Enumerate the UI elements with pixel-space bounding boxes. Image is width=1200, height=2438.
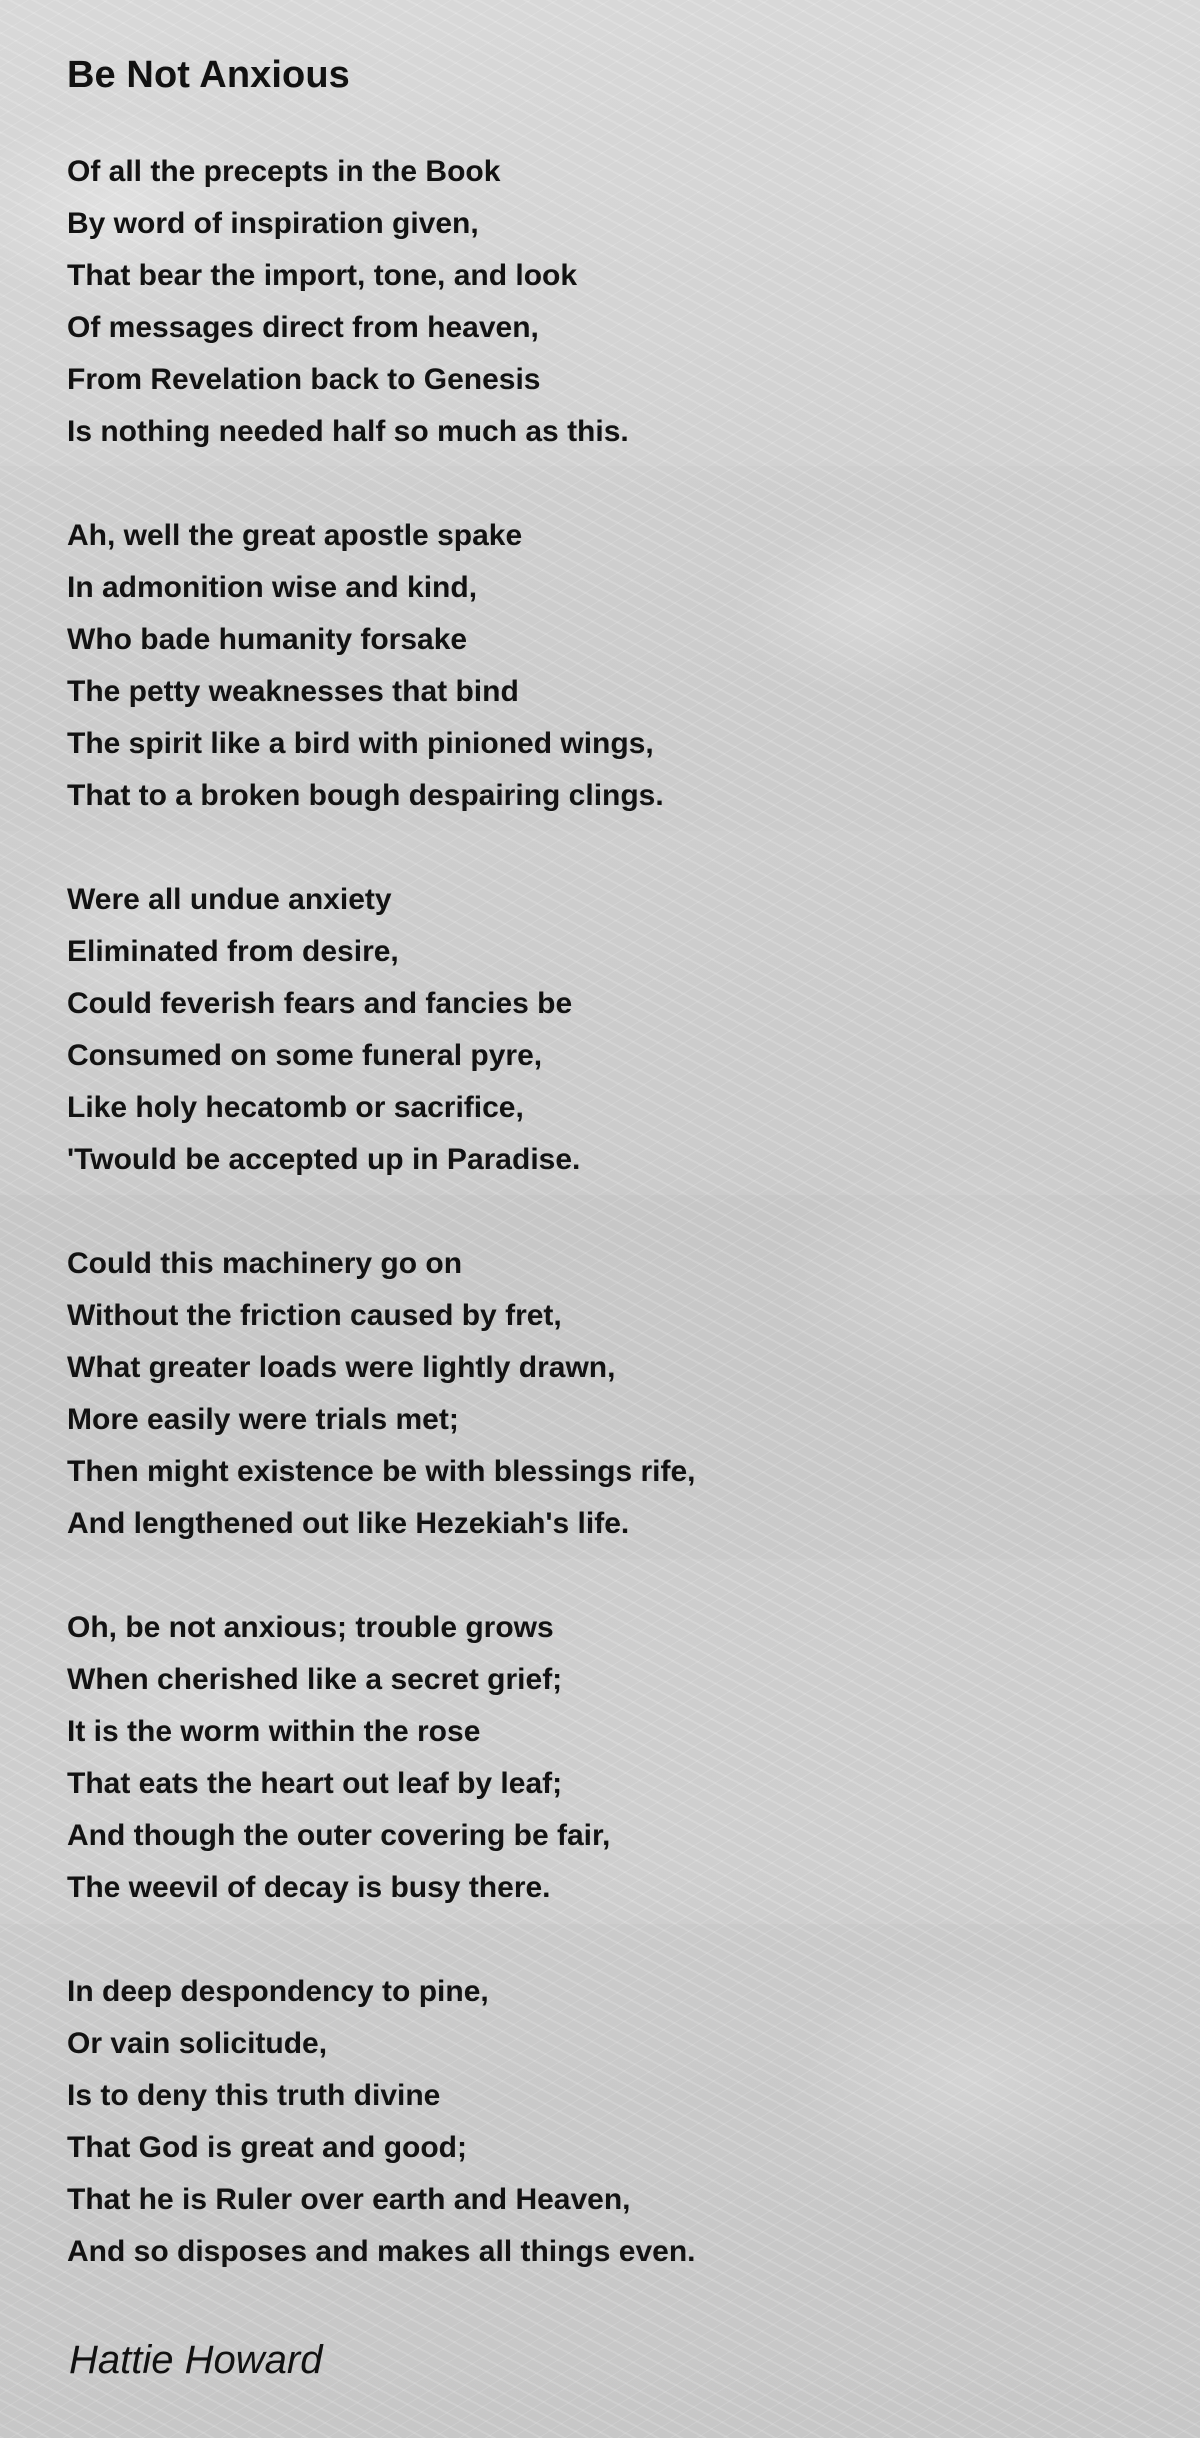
poem-line: More easily were trials met; xyxy=(67,1403,459,1436)
poem-line: And though the outer covering be fair, xyxy=(67,1819,611,1852)
author-name: Hattie Howard xyxy=(69,2338,323,2382)
poem-line: And lengthened out like Hezekiah's life. xyxy=(67,1507,630,1540)
poem-line: Oh, be not anxious; trouble grows xyxy=(67,1611,554,1644)
poem-content xyxy=(67,52,1147,2278)
poem-line: And so disposes and makes all things even. xyxy=(67,2235,696,2268)
poem-line: Is nothing needed half so much as this. xyxy=(67,415,629,448)
stanza-4 xyxy=(67,1238,1147,1550)
poem-line: The petty weaknesses that bind xyxy=(67,675,519,708)
poem-line: Consumed on some funeral pyre, xyxy=(67,1039,543,1072)
stanza-6 xyxy=(67,1966,1147,2278)
poem-line: From Revelation back to Genesis xyxy=(67,363,541,396)
poem-line: Or vain solicitude, xyxy=(67,2027,328,2060)
poem-line: The weevil of decay is busy there. xyxy=(67,1871,551,1904)
stanza-5 xyxy=(67,1602,1147,1914)
poem-line: It is the worm within the rose xyxy=(67,1715,481,1748)
poem-line: That bear the import, tone, and look xyxy=(67,259,578,292)
poem-line: Who bade humanity forsake xyxy=(67,623,468,656)
stanza-3 xyxy=(67,874,1147,1186)
poem-line: Is to deny this truth divine xyxy=(67,2079,441,2112)
poem-line: What greater loads were lightly drawn, xyxy=(67,1351,616,1384)
poem-line: Could feverish fears and fancies be xyxy=(67,987,573,1020)
poem-line: 'Twould be accepted up in Paradise. xyxy=(67,1143,581,1176)
poem-line: In admonition wise and kind, xyxy=(67,571,478,604)
poem-line: That eats the heart out leaf by leaf; xyxy=(67,1767,563,1800)
poem-line: By word of inspiration given, xyxy=(67,207,479,240)
poem-line: That God is great and good; xyxy=(67,2131,467,2164)
poem-line: Without the friction caused by fret, xyxy=(67,1299,562,1332)
poem-body xyxy=(67,146,1147,2278)
poem-title: Be Not Anxious xyxy=(67,54,350,96)
poem-line: Then might existence be with blessings rife, xyxy=(67,1455,696,1488)
poem-line: That he is Ruler over earth and Heaven, xyxy=(67,2183,631,2216)
poem-line: Ah, well the great apostle spake xyxy=(67,519,523,552)
poem-line: Could this machinery go on xyxy=(67,1247,463,1280)
poem-line: That to a broken bough despairing clings. xyxy=(67,779,664,812)
poem-line: In deep despondency to pine, xyxy=(67,1975,489,2008)
poem-line: Like holy hecatomb or sacrifice, xyxy=(67,1091,524,1124)
poem-line: Of messages direct from heaven, xyxy=(67,311,539,344)
poem-line: Eliminated from desire, xyxy=(67,935,399,968)
stanza-1 xyxy=(67,146,1147,458)
stanza-2 xyxy=(67,510,1147,822)
poem-line: Of all the precepts in the Book xyxy=(67,155,501,188)
poem-line: The spirit like a bird with pinioned wings, xyxy=(67,727,654,760)
poem-line: When cherished like a secret grief; xyxy=(67,1663,563,1696)
poem-line: Were all undue anxiety xyxy=(67,883,392,916)
